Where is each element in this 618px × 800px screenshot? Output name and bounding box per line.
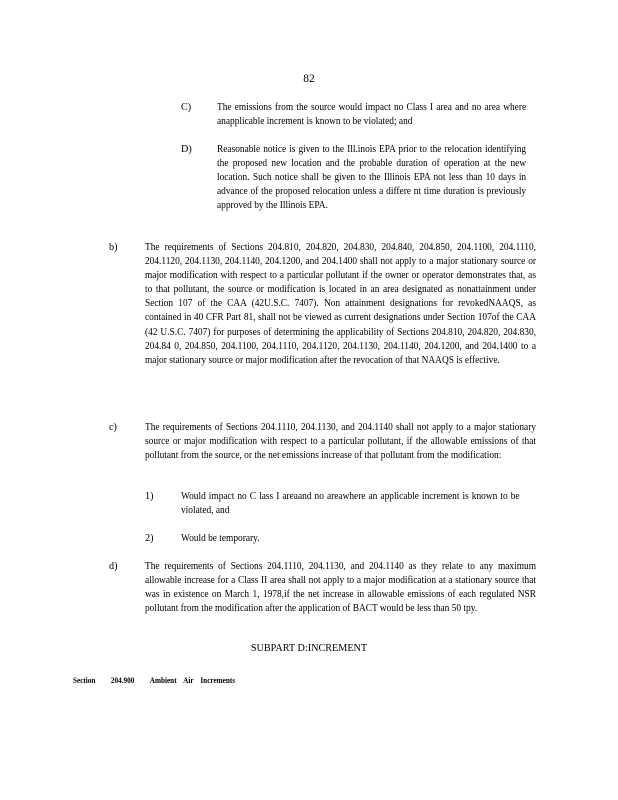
item-c2-text bbox=[181, 532, 520, 546]
subpart-heading: SUBPART D:INCREMENT bbox=[250, 643, 368, 654]
marker-D: D) bbox=[181, 144, 192, 155]
marker-b: b) bbox=[109, 242, 118, 253]
item-D-paragraph: Reasonable notice is given to the Ill.inois EPA prior to the relocation identifying the proposed new location and the probable duration of operation at the new location. Such notice shall be given to the Illinois EPA not less than 10 days in advance of the proposed relocation unless a differe nt time duration is previously approved by the Illinois EPA. bbox=[217, 144, 527, 212]
marker-c-2: 2) bbox=[145, 533, 154, 544]
item-c1-paragraph: Would impact no C lass I areaand no areawhere an applicable increment is known to be violated, and bbox=[181, 491, 520, 517]
item-d-text bbox=[145, 560, 536, 616]
item-D-text bbox=[217, 143, 526, 213]
page-number: 82 bbox=[303, 73, 315, 85]
item-c-paragraph: The requirements of Sections 204.1110, 204.1130, and 204.1140 shall not apply to a major stationary source or major modification with respect to a particular pollutant, if the allowable emissions of that pollutant from the source, or the net emissions increase of that pollutant from the modification: bbox=[145, 422, 536, 462]
item-b-text bbox=[145, 241, 536, 368]
item-c-text bbox=[145, 421, 536, 463]
marker-c: c) bbox=[109, 422, 117, 433]
section-number: 204.900 bbox=[110, 676, 135, 685]
section-title: Ambient Air Increments bbox=[149, 676, 236, 685]
item-c1-text bbox=[181, 490, 520, 518]
section-label: Section bbox=[73, 676, 96, 685]
item-c2-paragraph: Would be temporary. bbox=[181, 533, 260, 544]
item-d-paragraph: The requirements of Sections 204.1110, 204.1130, and 204.1140 as they relate to any maximum allowable increase for a Class II area shall not apply to a major modification at a stationary source that was in existence on March 1, 1978,if the net increase in allowable emissions of each regulated NSR pollutant from the modification after the application of BACT would be less than 50 tpy. bbox=[145, 561, 536, 615]
marker-C: C) bbox=[181, 102, 192, 113]
item-b-paragraph: The requirements of Sections 204.810, 204.820, 204.830, 204.840, 204.850, 204.1100, 204.1110, 204.1120, 204.1130, 204.1140, 204.1200, and 204.1400 shall not apply to a major stationary source or major modification with respect to a particular pollutant if the owner or operator demonstrates that, as to that pollutant, the source or modification is located in an area designated as nonattainment under Section 107 of the CAA (42U.S.C. 7407). Non attainment designations for revokedNAAQS, as contained in 40 CFR Part 81, shall not be viewed as current designations under Section 107of the CAA (42 U.S.C. 7407) for purposes of determining the applicability of Sections 204.810, 204.820, 204.830, 204.84 0, 204.850, 204.1100, 204.1110, 204.1120, 204.1130, 204.1140, 204.1200, and 204.1400 to a major stationary source or major modification after the revocation of that NAAQS is effective. bbox=[145, 242, 536, 366]
section-heading bbox=[73, 676, 251, 685]
marker-c-1: 1) bbox=[145, 491, 154, 502]
item-C-paragraph: The emissions from the source would impact no Class I area and no area where anapplicable increment is known to be violated; and bbox=[217, 102, 527, 128]
marker-d: d) bbox=[109, 561, 118, 572]
item-C-text bbox=[217, 101, 526, 129]
